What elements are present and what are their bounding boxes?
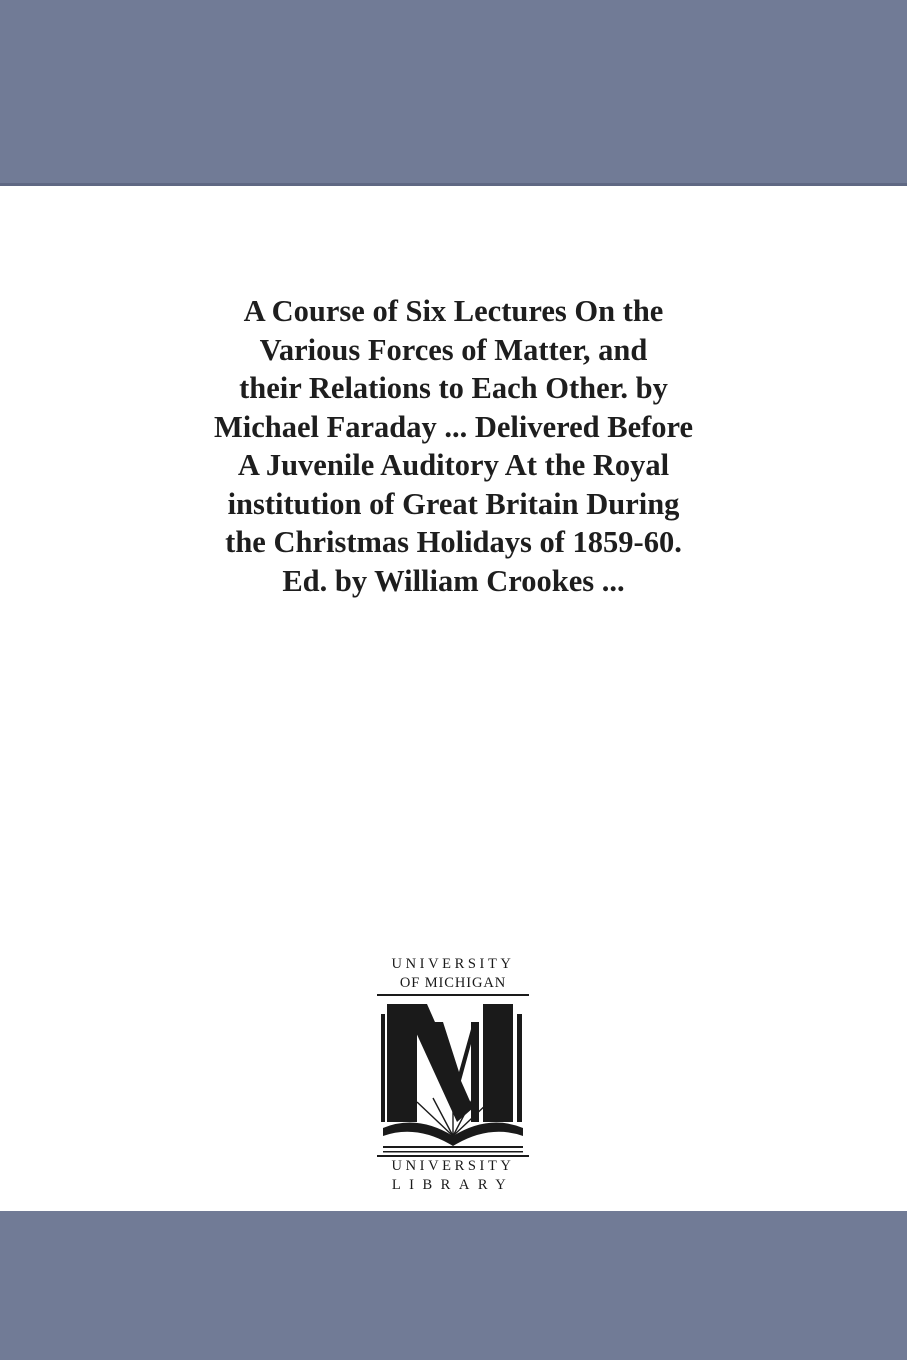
logo-text-library: LIBRARY — [391, 1177, 515, 1193]
title-line-5: A Juvenile Auditory At the Royal — [237, 448, 670, 482]
title-line-8: Ed. by William Crookes ... — [282, 563, 625, 598]
book-title — [110, 292, 797, 600]
logo-text-university-2: UNIVERSITY — [391, 1158, 515, 1174]
top-band-edge — [0, 183, 907, 186]
logo-text-university: UNIVERSITY — [391, 956, 515, 972]
title-line-7: the Christmas Holidays of 1859-60. — [225, 525, 682, 559]
university-library-logo — [377, 952, 529, 1200]
bottom-color-band — [0, 1211, 907, 1360]
title-line-2: Various Forces of Matter, and — [259, 332, 648, 367]
logo-bottom-rule — [377, 1155, 529, 1157]
title-line-4: Michael Faraday ... Delivered Before — [213, 409, 694, 444]
title-line-1: A Course of Six Lectures On the — [243, 294, 664, 328]
block-m-icon — [377, 996, 529, 1156]
top-color-band — [0, 0, 907, 185]
title-line-6: institution of Great Britain During — [227, 486, 680, 521]
title-line-3: their Relations to Each Other. by — [239, 371, 668, 405]
logo-text-of-michigan: OF MICHIGAN — [399, 975, 507, 991]
